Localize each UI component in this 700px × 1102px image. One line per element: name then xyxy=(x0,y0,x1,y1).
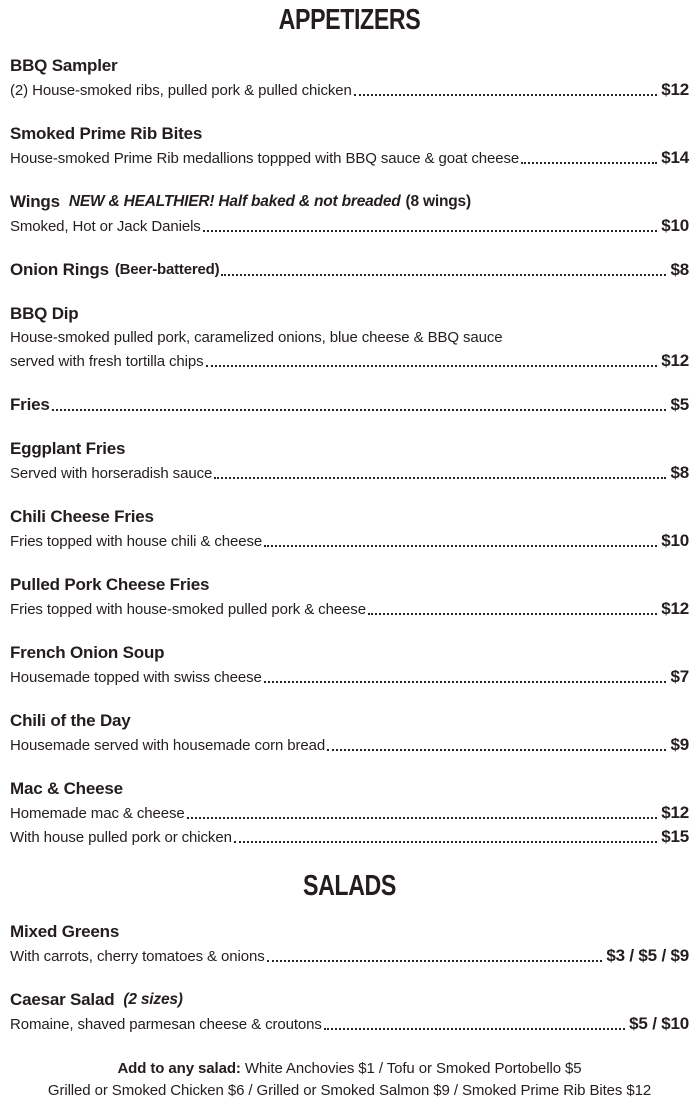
item-price: $5 xyxy=(670,395,689,414)
item-price: $8 xyxy=(670,463,689,482)
item-description-row xyxy=(10,668,689,686)
item-name-row xyxy=(10,304,689,323)
item-price: $5 / $10 xyxy=(629,1014,689,1033)
item-name: Caesar Salad xyxy=(10,990,115,1009)
section-title: APPETIZERS xyxy=(278,4,421,36)
item-description-row xyxy=(10,149,689,167)
menu-item xyxy=(10,260,689,279)
section-title: SALADS xyxy=(303,870,396,902)
dot-leader xyxy=(521,162,657,164)
item-description-row xyxy=(10,600,689,618)
item-name-suffix: (Beer-battered) xyxy=(114,261,220,278)
item-description: Housemade topped with swiss cheese xyxy=(10,669,262,686)
item-description-row xyxy=(10,81,689,99)
item-description-row xyxy=(10,532,689,550)
item-name: Smoked Prime Rib Bites xyxy=(10,124,203,143)
item-name: French Onion Soup xyxy=(10,643,165,662)
dot-leader xyxy=(221,274,666,276)
menu-item xyxy=(10,990,689,1033)
item-name: Pulled Pork Cheese Fries xyxy=(10,575,210,594)
item-description: Served with horseradish sauce xyxy=(10,465,213,482)
item-name: Mixed Greens xyxy=(10,922,120,941)
item-price: $7 xyxy=(670,667,689,686)
item-description-row xyxy=(10,804,689,822)
item-name-row xyxy=(10,395,689,414)
item-name-row xyxy=(10,922,689,941)
item-description-row xyxy=(10,736,689,754)
item-description-row xyxy=(10,352,689,370)
dot-leader xyxy=(264,681,667,683)
item-description-row xyxy=(10,217,689,235)
item-description: Romaine, shaved parmesan cheese & croutons xyxy=(10,1016,322,1033)
menu-item xyxy=(10,304,689,370)
item-name: Mac & Cheese xyxy=(10,779,123,798)
item-name: BBQ Sampler xyxy=(10,56,118,75)
salad-addons-label: Add to any salad: xyxy=(117,1060,241,1077)
item-name: Eggplant Fries xyxy=(10,439,126,458)
item-name-row xyxy=(10,439,689,458)
dot-leader xyxy=(203,230,658,232)
menu-item xyxy=(10,56,689,99)
item-name: Chili Cheese Fries xyxy=(10,507,154,526)
item-description: served with fresh tortilla chips xyxy=(10,353,204,370)
item-name-row xyxy=(10,56,689,75)
salad-addons-line1 xyxy=(10,1058,689,1080)
item-description-row xyxy=(10,329,689,346)
item-price: $8 xyxy=(670,260,689,279)
item-name-row xyxy=(10,711,689,730)
dot-leader xyxy=(206,365,658,367)
menu-item xyxy=(10,643,689,686)
item-description: (2) House-smoked ribs, pulled pork & pulled chicken xyxy=(10,82,352,99)
item-price: $3 / $5 / $9 xyxy=(606,946,689,965)
item-note: (8 wings) xyxy=(405,193,471,210)
salad-addons-line2: Grilled or Smoked Chicken $6 / Grilled or Smoked Salmon $9 / Smoked Prime Rib Bites $12 xyxy=(47,1082,652,1099)
item-name: Chili of the Day xyxy=(10,711,131,730)
item-note-italic: NEW & HEALTHIER! Half baked & not breaded xyxy=(68,193,401,210)
item-name-row xyxy=(10,643,689,662)
item-price: $12 xyxy=(661,80,689,99)
item-description: House-smoked pulled pork, caramelized onions, blue cheese & BBQ sauce xyxy=(10,329,503,346)
item-name-row xyxy=(10,192,689,211)
item-description-row xyxy=(10,828,689,846)
menu-item xyxy=(10,395,689,414)
item-description: Homemade mac & cheese xyxy=(10,805,185,822)
menu-sections xyxy=(10,5,689,1033)
menu-item xyxy=(10,439,689,482)
menu-item xyxy=(10,711,689,754)
dot-leader xyxy=(327,749,666,751)
dot-leader xyxy=(264,545,657,547)
item-description: House-smoked Prime Rib medallions toppped with BBQ sauce & goat cheese xyxy=(10,150,520,167)
item-name: BBQ Dip xyxy=(10,304,79,323)
item-name-row xyxy=(10,575,689,594)
menu-item xyxy=(10,779,689,846)
item-description-row xyxy=(10,947,689,965)
menu-item xyxy=(10,124,689,167)
item-price: $14 xyxy=(661,148,689,167)
dot-leader xyxy=(234,841,657,843)
item-price: $10 xyxy=(661,216,689,235)
item-price: $9 xyxy=(670,735,689,754)
salad-addons-note xyxy=(10,1058,689,1102)
item-description: With house pulled pork or chicken xyxy=(10,829,232,846)
item-description-row xyxy=(10,1015,689,1033)
item-name-row xyxy=(10,779,689,798)
item-price: $12 xyxy=(661,351,689,370)
menu-item xyxy=(10,922,689,965)
item-name: Wings xyxy=(10,192,60,211)
item-price: $12 xyxy=(661,599,689,618)
item-price: $10 xyxy=(661,531,689,550)
dot-leader xyxy=(267,960,603,962)
item-name: Onion Rings xyxy=(10,260,109,279)
item-description: Fries topped with house chili & cheese xyxy=(10,533,263,550)
dot-leader xyxy=(187,817,658,819)
item-price: $15 xyxy=(661,827,689,846)
dot-leader xyxy=(214,477,666,479)
salad-addons-line1-text: White Anchovies $1 / Tofu or Smoked Portobello $5 xyxy=(240,1060,582,1077)
item-name-row xyxy=(10,260,689,279)
item-description: Housemade served with housemade corn bread xyxy=(10,737,326,754)
menu-item xyxy=(10,192,689,235)
dot-leader xyxy=(52,409,667,411)
dot-leader xyxy=(354,94,658,96)
item-description: Smoked, Hot or Jack Daniels xyxy=(10,218,201,235)
item-description-row xyxy=(10,464,689,482)
item-description: With carrots, cherry tomatoes & onions xyxy=(10,948,265,965)
item-name-row xyxy=(10,507,689,526)
menu-item xyxy=(10,507,689,550)
dot-leader xyxy=(368,613,657,615)
item-note-italic: (2 sizes) xyxy=(123,991,183,1008)
item-name-row xyxy=(10,990,689,1009)
menu-item xyxy=(10,575,689,618)
dot-leader xyxy=(324,1028,625,1030)
item-price: $12 xyxy=(661,803,689,822)
item-name-row xyxy=(10,124,689,143)
item-description: Fries topped with house-smoked pulled pork & cheese xyxy=(10,601,366,618)
item-name: Fries xyxy=(10,395,50,414)
